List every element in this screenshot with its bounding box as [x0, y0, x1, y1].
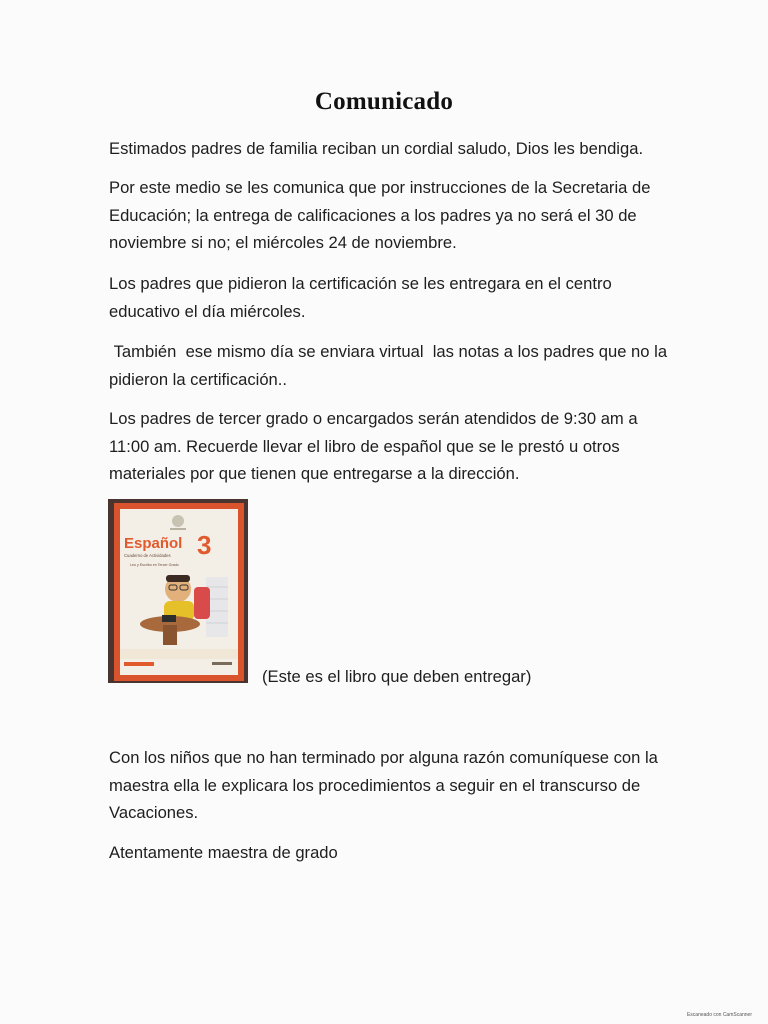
grades-delivery-paragraph: Por este medio se les comunica que por instrucciones de la Secretaria de Educación; la entrega de calificaciones a los padres ya no será el 30 de noviembre si no; el miércoles 24 de noviembre. [109, 178, 651, 252]
book-cover-illustration [108, 499, 248, 683]
greeting-paragraph: Estimados padres de familia reciban un cordial saludo, Dios les bendiga. [109, 139, 644, 158]
book-cover-photo [108, 499, 248, 683]
virtual-notes-paragraph: También ese mismo día se enviara virtual las notas a los padres que no la pidieron la certificación.. [109, 342, 672, 389]
book-subtitle2-text: Leo y Escribo en Tercer Grado [130, 563, 179, 567]
book-number-text: 3 [197, 530, 212, 560]
scanner-watermark: Escaneado con CamScanner [686, 1012, 752, 1018]
third-grade-schedule-paragraph: Los padres de tercer grado o encargados serán atendidos de 9:30 am a 11:00 am. Recuerde llevar el libro de español que se le prestó u otros materiales por que tienen que entregarse a la dirección. [109, 409, 638, 483]
unfinished-students-paragraph: Con los niños que no han terminado por alguna razón comuníquese con la maestra ella le explicara los procedimientos a seguir en el transcurso de Vacaciones. [109, 748, 658, 822]
document-title: Comunicado [314, 88, 454, 115]
book-subtitle-text: Cuaderno de Actividades [124, 553, 171, 558]
book-title-text: Español [124, 535, 183, 552]
signature-line: Atentamente maestra de grado [109, 843, 338, 862]
image-caption: (Este es el libro que deben entregar) [262, 667, 532, 686]
certification-paragraph: Los padres que pidieron la certificación se les entregara en el centro educativo el día miércoles. [109, 274, 612, 321]
